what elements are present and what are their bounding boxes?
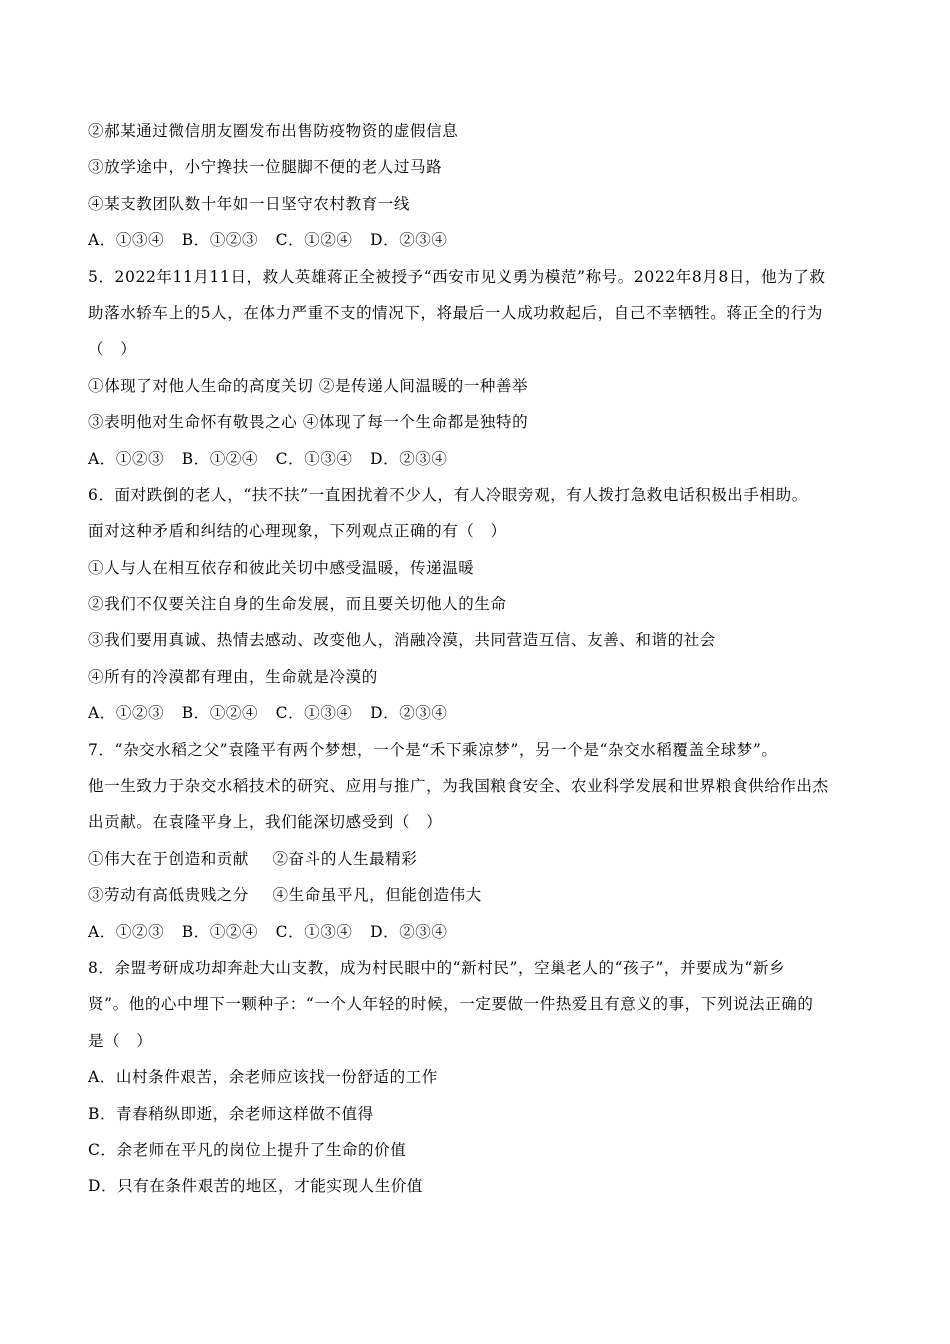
- q5-stem-line-1: 5．2022年11月11日，救人英雄蒋正全被授予“西安市见义勇为模范”称号。2022年8月8日，他为了救: [88, 267, 826, 286]
- q5-options: [88, 441, 868, 477]
- q8-option-a: A．山村条件艰苦，余老师应该找一份舒适的工作: [88, 1068, 438, 1087]
- q7-stem-line-3: 出贡献。在袁隆平身上，我们能深切感受到（ ）: [88, 813, 443, 832]
- q5-items-row-2: ③表明他对生命怀有敬畏之心 ④体现了每一个生命都是独特的: [88, 413, 529, 432]
- q7-item-4: ④生命虽平凡，但能创造伟大: [272, 886, 482, 905]
- q6-option-c: C．①③④: [275, 704, 353, 723]
- q7-option-c: C．①③④: [275, 922, 353, 941]
- q4-option-d: D．②③④: [370, 231, 448, 250]
- q5-option-a: A．①②③: [88, 449, 165, 468]
- q6-option-b: B．①②④: [181, 704, 259, 723]
- q4-item-2: ②郝某通过微信朋友圈发布出售防疫物资的虚假信息: [88, 122, 459, 140]
- q5-stem-line-2: 助落水轿车上的5人，在体力严重不支的情况下，将最后一人成功救起后，自己不幸牺牲。蒋正全的行为: [88, 303, 823, 322]
- q7-option-b: B．①②④: [181, 922, 259, 941]
- q6-item-4: ④所有的冷漠都有理由，生命就是冷漠的: [88, 667, 378, 686]
- q6-item-3: ③我们要用真诚、热情去感动、改变他人，消融冷漠，共同营造互信、友善、和谐的社会: [88, 631, 716, 650]
- q6-stem-line-1: 6．面对跌倒的老人，“扶不扶”一直困扰着不少人，有人冷眼旁观，有人拨打急救电话积极出手相助。: [88, 485, 808, 504]
- q5-option-c: C．①③④: [275, 449, 353, 468]
- q7-items-row-1: [88, 841, 868, 877]
- q7-item-3: ③劳动有高低贵贱之分: [88, 886, 250, 905]
- q7-options: [88, 914, 868, 950]
- q6-option-d: D．②③④: [370, 704, 448, 723]
- q6-item-2: ②我们不仅要关注自身的生命发展，而且要关切他人的生命: [88, 595, 507, 614]
- q8-stem-line-1: 8．余盟考研成功却奔赴大山支教，成为村民眼中的“新村民”，空巢老人的“孩子”，并要成为“新乡: [88, 958, 786, 977]
- q6-item-1: ①人与人在相互依存和彼此关切中感受温暖，传递温暖: [88, 558, 475, 577]
- q6-option-a: A．①②③: [88, 704, 165, 723]
- q4-option-a: A．①③④: [88, 231, 165, 250]
- q7-stem-line-2: 他一生致力于杂交水稻技术的研究、应用与推广，为我国粮食安全、农业科学发展和世界粮食供给作出杰: [88, 777, 829, 796]
- q8-stem-line-2: 贤”。他的心中埋下一颗种子：“一个人年轻的时候，一定要做一件热爱且有意义的事，下列说法正确的: [88, 995, 814, 1014]
- q7-item-2: ②奋斗的人生最精彩: [272, 849, 418, 868]
- q5-option-d: D．②③④: [370, 449, 448, 468]
- q6-options: [88, 695, 868, 731]
- q8-option-d: D．只有在条件艰苦的地区，才能实现人生价值: [88, 1177, 424, 1196]
- q5-items-row-1: ①体现了对他人生命的高度关切 ②是传递人间温暖的一种善举: [88, 376, 529, 395]
- q4-item-3: ③放学途中，小宁搀扶一位腿脚不便的老人过马路: [88, 158, 443, 177]
- q4-options: [88, 222, 868, 258]
- q8-option-b: B．青春稍纵即逝，余老师这样做不值得: [88, 1104, 374, 1123]
- q8-option-c: C．余老师在平凡的岗位上提升了生命的价值: [88, 1140, 407, 1159]
- q5-option-b: B．①②④: [181, 449, 259, 468]
- q8-stem-line-3: 是（ ）: [88, 1031, 153, 1050]
- q7-item-1: ①伟大在于创造和贡献: [88, 849, 250, 868]
- q7-option-d: D．②③④: [370, 922, 448, 941]
- q5-stem-line-3: （ ）: [88, 340, 137, 359]
- question-content: [88, 113, 868, 1205]
- q4-option-c: C．①②④: [275, 231, 353, 250]
- q7-stem-line-1: 7．“杂交水稻之父”袁隆平有两个梦想，一个是“禾下乘凉梦”，另一个是“杂交水稻覆盖全球梦”。: [88, 740, 778, 759]
- q4-item-4: ④某支教团队数十年如一日坚守农村教育一线: [88, 194, 411, 213]
- q6-stem-line-2: 面对这种矛盾和纠结的心理现象，下列观点正确的有（ ）: [88, 522, 507, 541]
- q4-option-b: B．①②③: [181, 231, 259, 250]
- q7-items-row-2: [88, 877, 868, 913]
- q7-option-a: A．①②③: [88, 922, 165, 941]
